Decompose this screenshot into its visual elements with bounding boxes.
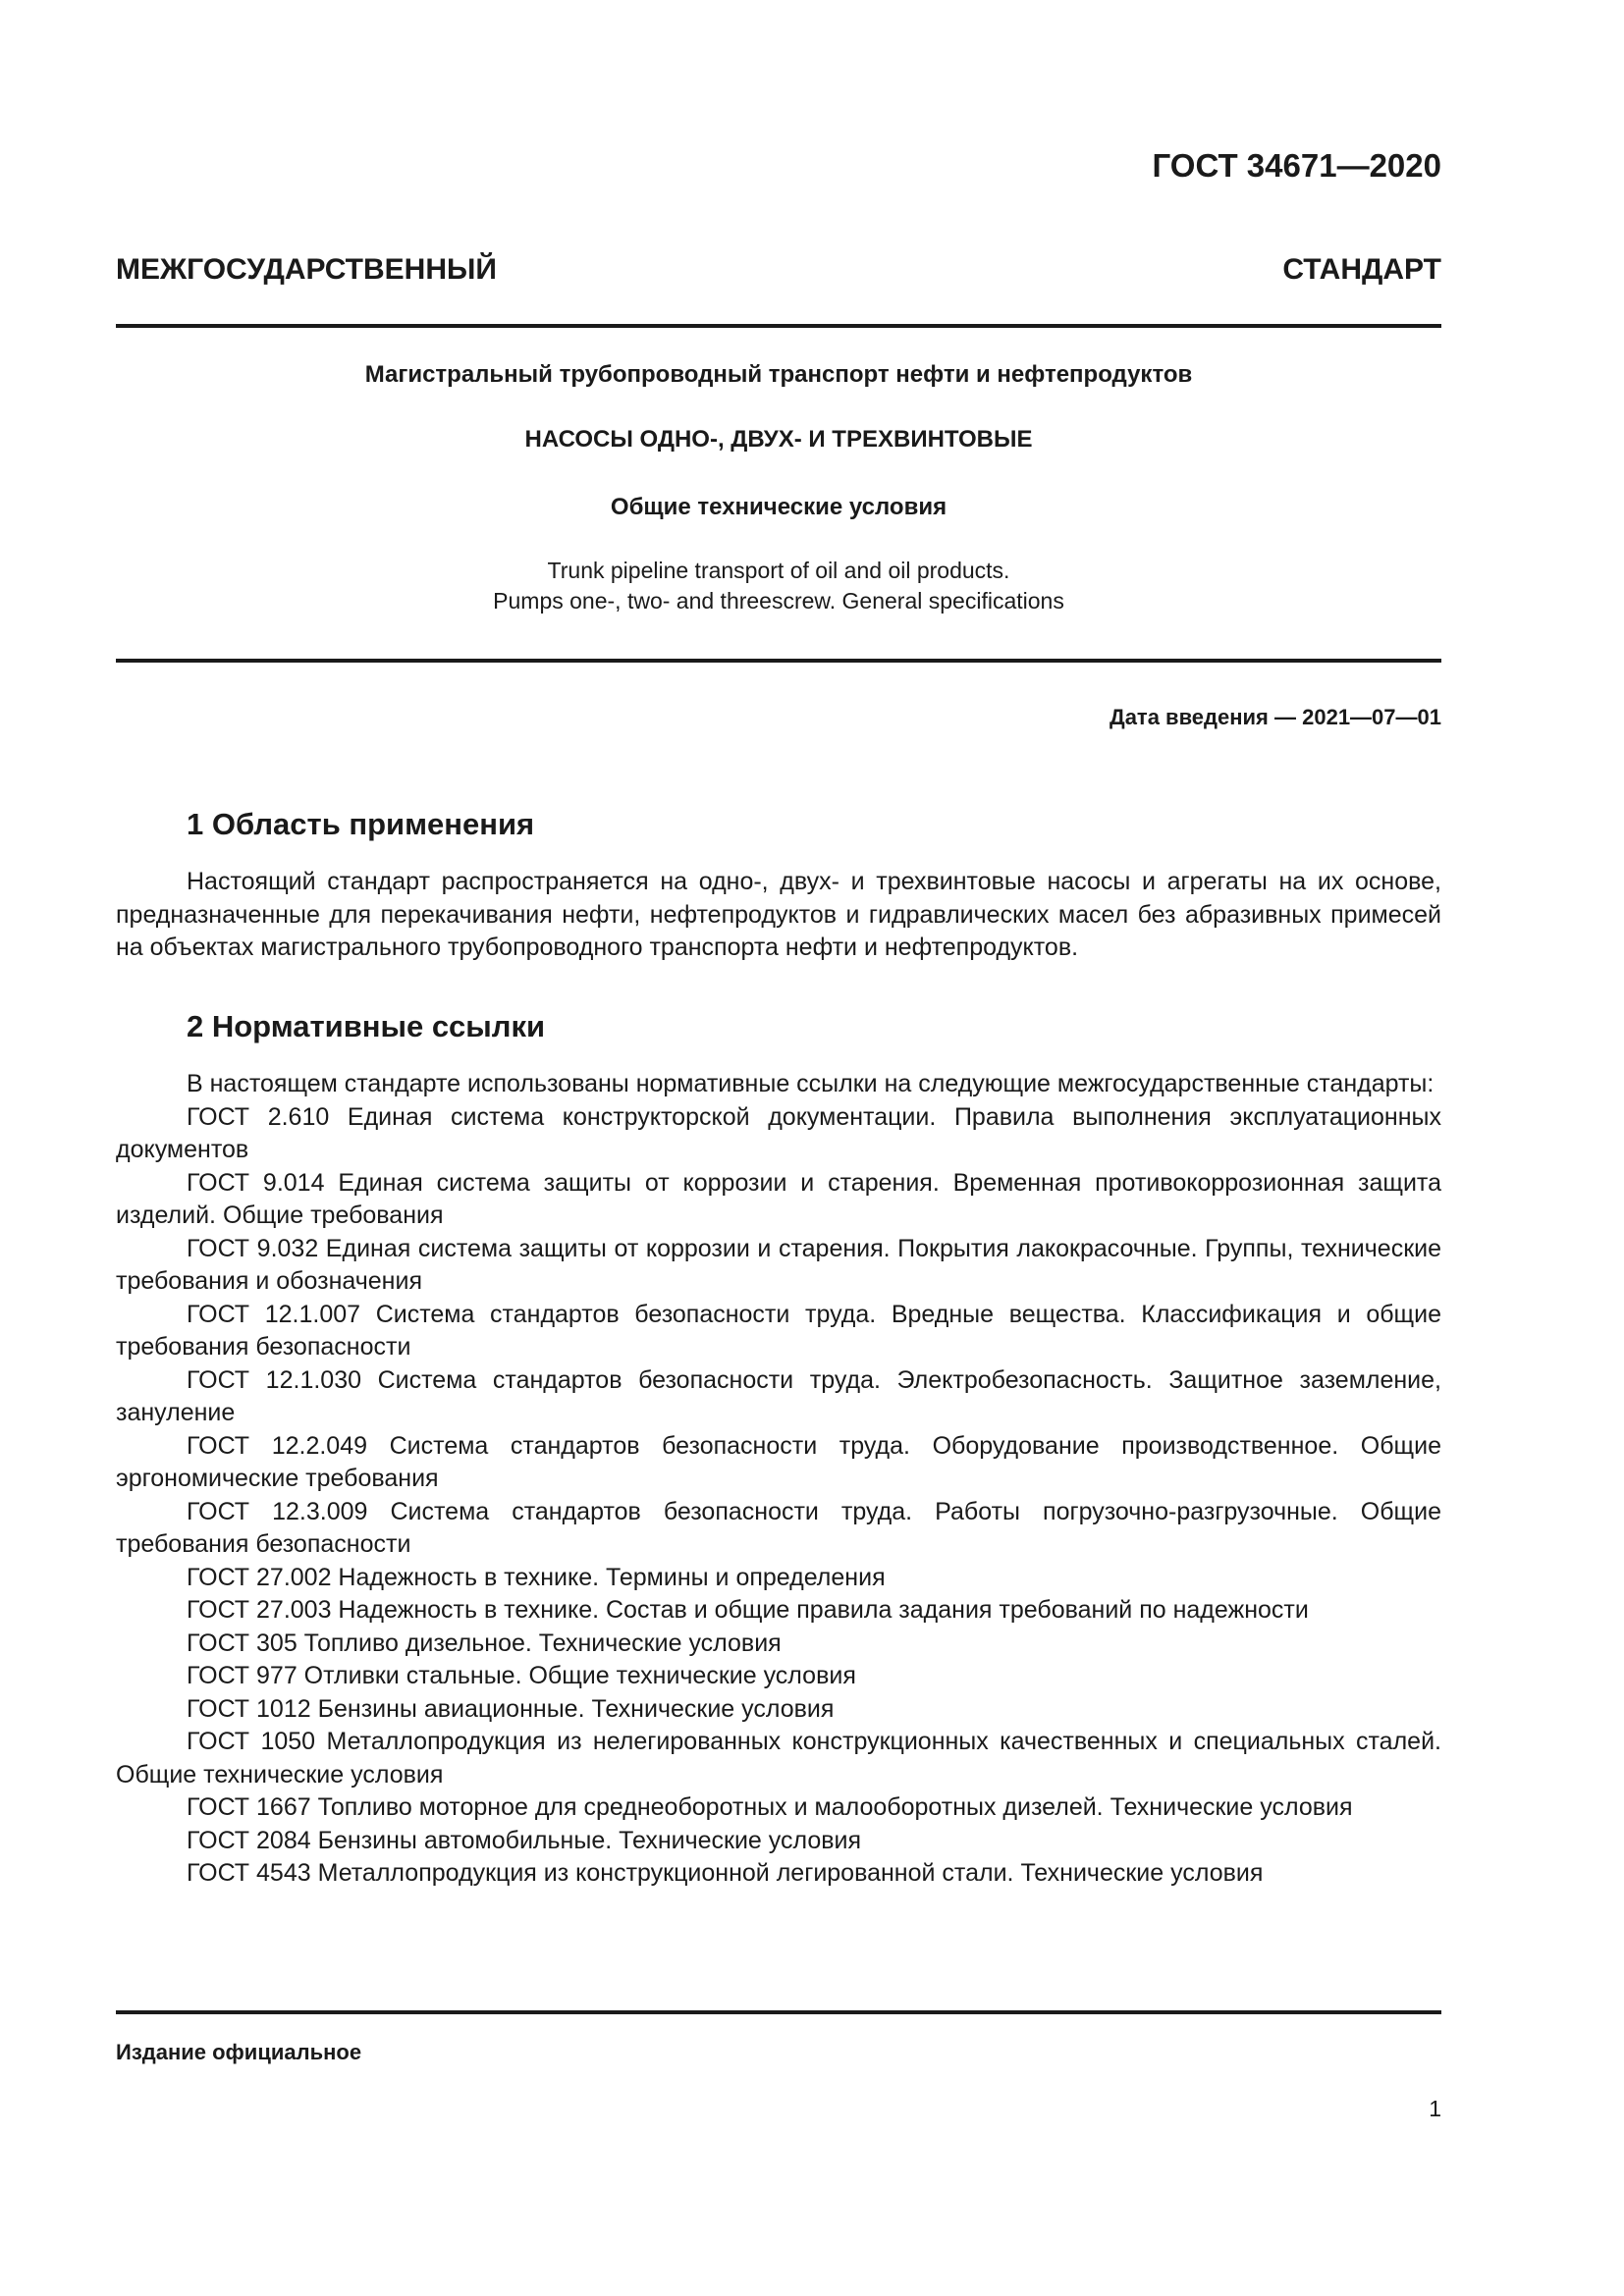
reference-item: ГОСТ 4543 Металлопродукция из конструкционной легированной стали. Технические условия: [187, 1859, 1264, 1887]
reference-item: ГОСТ 12.1.007 Система стандартов безопасности труда. Вредные вещества. Классификация и общие требования безопасности: [116, 1300, 1441, 1361]
divider-top: [116, 324, 1441, 328]
official-edition-label: Издание официальное: [116, 2040, 362, 2064]
page-number: 1: [1429, 2096, 1441, 2121]
reference-item: ГОСТ 1050 Металлопродукция из нелегированных конструкционных качественных и специальных сталей. Общие технические условия: [116, 1728, 1441, 1789]
reference-item: ГОСТ 305 Топливо дизельное. Технические условия: [187, 1629, 782, 1657]
standard-type-heading: МЕЖГОСУДАРСТВЕННЫЙ СТАНДАРТ: [116, 253, 1441, 286]
paragraph: В настоящем стандарте использованы нормативные ссылки на следующие межгосударственные стандарты:: [187, 1070, 1435, 1097]
divider-bottom: [116, 2010, 1441, 2014]
sub-title: Общие технические условия: [610, 494, 947, 520]
reference-item: ГОСТ 2084 Бензины автомобильные. Технические условия: [187, 1826, 862, 1854]
reference-item: ГОСТ 977 Отливки стальные. Общие технические условия: [187, 1662, 856, 1689]
english-title: [116, 556, 1441, 616]
english-title-line-1: Trunk pipeline transport of oil and oil products.: [547, 558, 1010, 583]
main-title: НАСОСЫ ОДНО-, ДВУХ- И ТРЕХВИНТОВЫЕ: [524, 426, 1033, 453]
reference-item: ГОСТ 1667 Топливо моторное для среднеоборотных и малооборотных дизелей. Технические условия: [187, 1793, 1353, 1821]
reference-item: ГОСТ 12.1.030 Система стандартов безопасности труда. Электробезопасность. Защитное заземление, зануление: [116, 1365, 1441, 1426]
section-heading-scope: 1 Область применения: [187, 807, 535, 841]
reference-item: ГОСТ 9.014 Единая система защиты от коррозии и старения. Временная противокоррозионная защита изделий. Общие требования: [116, 1168, 1441, 1229]
section-body-normative-references: [116, 1068, 1441, 1891]
section-body-scope: [116, 866, 1441, 965]
reference-item: ГОСТ 1012 Бензины авиационные. Технические условия: [187, 1694, 835, 1723]
english-title-line-2: Pumps one-, two- and threescrew. General specifications: [493, 588, 1064, 614]
reference-item: ГОСТ 27.003 Надежность в технике. Состав и общие правила задания требований по надежности: [187, 1596, 1309, 1624]
reference-item: ГОСТ 12.2.049 Система стандартов безопасности труда. Оборудование производственное. Общие эргономические требования: [116, 1431, 1441, 1492]
reference-item: ГОСТ 9.032 Единая система защиты от коррозии и старения. Покрытия лакокрасочные. Группы, технические требования и обозначения: [116, 1234, 1441, 1295]
reference-item: ГОСТ 12.3.009 Система стандартов безопасности труда. Работы погрузочно-разгрузочные. Общие требования безопасности: [116, 1497, 1441, 1558]
reference-item: ГОСТ 27.002 Надежность в технике. Термины и определения: [187, 1563, 886, 1591]
area-title: Магистральный трубопроводный транспорт нефти и нефтепродуктов: [364, 361, 1193, 388]
introduction-date: Дата введения — 2021—07—01: [1110, 705, 1441, 729]
divider-middle: [116, 659, 1441, 663]
paragraph: Настоящий стандарт распространяется на одно-, двух- и трехвинтовые насосы и агрегаты на их основе, предназначенные для перекачивания нефти, нефтепродуктов и гидравлических масел без абразивных примесей на объектах магистрального трубопроводного транспорта нефти и нефтепродуктов.: [116, 868, 1441, 961]
reference-item: ГОСТ 2.610 Единая система конструкторской документации. Правила выполнения эксплуатационных документов: [116, 1102, 1441, 1163]
gost-number: ГОСТ 34671—2020: [1152, 147, 1441, 184]
section-heading-normative-references: 2 Нормативные ссылки: [187, 1009, 546, 1043]
